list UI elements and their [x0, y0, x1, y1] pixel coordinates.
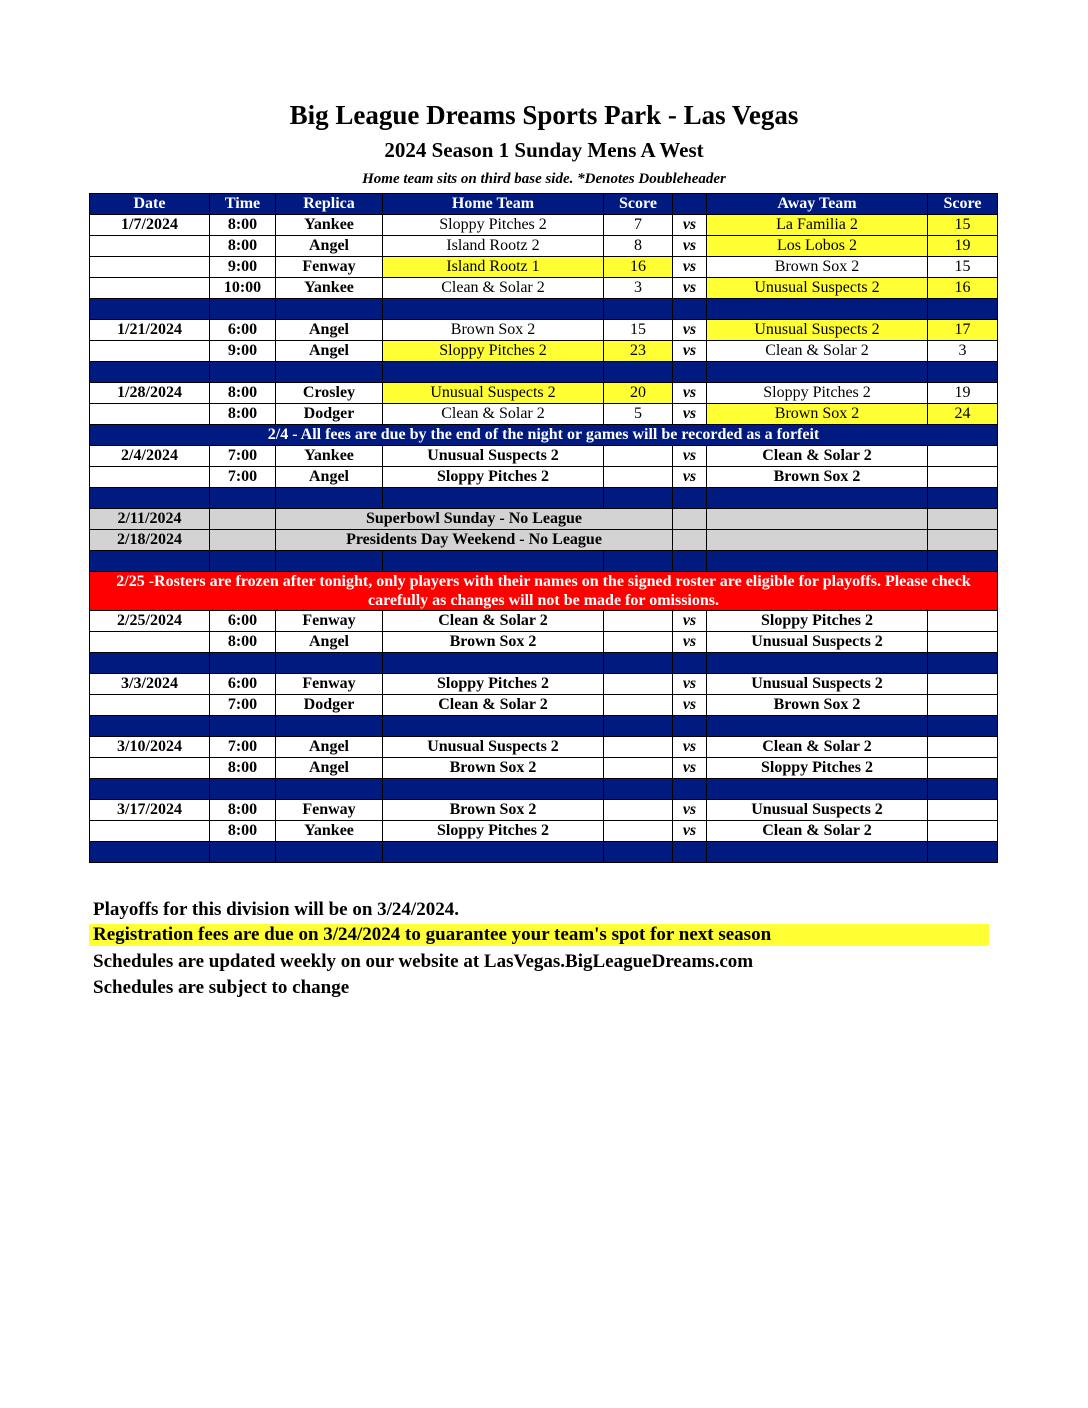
game-date: 2/4/2024: [90, 446, 210, 467]
separator-cell: [383, 362, 604, 383]
home-team: Brown Sox 2: [383, 758, 604, 779]
separator-cell: [604, 551, 673, 572]
away-score: 19: [928, 236, 998, 257]
vs-label: vs: [673, 632, 707, 653]
vs-label: vs: [673, 341, 707, 362]
separator-cell: [707, 779, 928, 800]
home-team: Unusual Suspects 2: [383, 446, 604, 467]
separator-cell: [90, 551, 210, 572]
separator-cell: [707, 362, 928, 383]
game-date: [90, 278, 210, 299]
header-date: Date: [90, 194, 210, 215]
separator-cell: [210, 716, 276, 737]
no-league-row: [90, 530, 998, 551]
home-score: 3: [604, 278, 673, 299]
game-replica-field: Dodger: [276, 404, 383, 425]
separator-cell: [673, 842, 707, 863]
away-team: Sloppy Pitches 2: [707, 611, 928, 632]
no-league-row: [90, 509, 998, 530]
away-score: [928, 632, 998, 653]
game-row: [90, 611, 998, 632]
home-score: [604, 695, 673, 716]
game-row: [90, 821, 998, 842]
home-team: Sloppy Pitches 2: [383, 215, 604, 236]
away-score: [928, 695, 998, 716]
separator-cell: [707, 716, 928, 737]
home-score: 15: [604, 320, 673, 341]
game-time: 10:00: [210, 278, 276, 299]
home-team: Unusual Suspects 2: [383, 383, 604, 404]
away-score: 3: [928, 341, 998, 362]
game-date: [90, 236, 210, 257]
page-title: Big League Dreams Sports Park - Las Vegas: [289, 100, 799, 130]
game-row: [90, 341, 998, 362]
separator-cell: [210, 299, 276, 320]
away-team: Sloppy Pitches 2: [707, 758, 928, 779]
game-time: 8:00: [210, 404, 276, 425]
away-team: Brown Sox 2: [707, 404, 928, 425]
separator-cell: [928, 362, 998, 383]
vs-label: vs: [673, 446, 707, 467]
home-score: [604, 758, 673, 779]
fees-banner-row: [90, 425, 998, 446]
away-score: [928, 800, 998, 821]
away-team: Clean & Solar 2: [707, 737, 928, 758]
away-score: [928, 674, 998, 695]
vs-label: vs: [673, 383, 707, 404]
home-team: Sloppy Pitches 2: [383, 341, 604, 362]
home-score: [604, 800, 673, 821]
separator-cell: [383, 716, 604, 737]
game-replica-field: Yankee: [276, 446, 383, 467]
game-date: [90, 632, 210, 653]
away-score: 19: [928, 383, 998, 404]
away-score: [928, 758, 998, 779]
empty-cell: [210, 530, 276, 551]
change-note: Schedules are subject to change: [93, 977, 350, 998]
game-row: [90, 737, 998, 758]
home-team: Clean & Solar 2: [383, 695, 604, 716]
home-score: [604, 632, 673, 653]
separator-cell: [276, 653, 383, 674]
game-time: 7:00: [210, 695, 276, 716]
separator-cell: [276, 842, 383, 863]
header-away-score: Score: [928, 194, 998, 215]
home-team: Brown Sox 2: [383, 320, 604, 341]
registration-note: Registration fees are due on 3/24/2024 to guarantee your team's spot for next season: [89, 924, 989, 946]
separator-cell: [604, 299, 673, 320]
game-row: [90, 446, 998, 467]
separator-cell: [673, 716, 707, 737]
separator-cell: [276, 488, 383, 509]
home-team: Clean & Solar 2: [383, 611, 604, 632]
away-team: Sloppy Pitches 2: [707, 383, 928, 404]
game-row: [90, 758, 998, 779]
separator-cell: [90, 653, 210, 674]
separator-cell: [383, 653, 604, 674]
game-row: [90, 800, 998, 821]
game-row: [90, 404, 998, 425]
separator-cell: [210, 779, 276, 800]
home-team: Sloppy Pitches 2: [383, 674, 604, 695]
away-score: 15: [928, 215, 998, 236]
home-score: [604, 611, 673, 632]
game-date: 3/10/2024: [90, 737, 210, 758]
no-league-date: 2/18/2024: [90, 530, 210, 551]
home-team: Brown Sox 2: [383, 800, 604, 821]
separator-cell: [928, 842, 998, 863]
game-date: [90, 404, 210, 425]
game-replica-field: Angel: [276, 632, 383, 653]
home-team: Sloppy Pitches 2: [383, 821, 604, 842]
header-time: Time: [210, 194, 276, 215]
separator-cell: [210, 362, 276, 383]
home-team: Clean & Solar 2: [383, 404, 604, 425]
away-team: La Familia 2: [707, 215, 928, 236]
playoffs-note: Playoffs for this division will be on 3/24/2024.: [93, 899, 459, 920]
vs-label: vs: [673, 758, 707, 779]
game-replica-field: Yankee: [276, 821, 383, 842]
separator-cell: [928, 779, 998, 800]
separator-cell: [276, 362, 383, 383]
away-team: Unusual Suspects 2: [707, 278, 928, 299]
game-replica-field: Crosley: [276, 383, 383, 404]
separator-cell: [707, 551, 928, 572]
game-date: 1/21/2024: [90, 320, 210, 341]
game-replica-field: Yankee: [276, 278, 383, 299]
game-date: [90, 341, 210, 362]
separator-cell: [210, 653, 276, 674]
away-team: Unusual Suspects 2: [707, 320, 928, 341]
home-team: Sloppy Pitches 2: [383, 467, 604, 488]
game-date: 3/3/2024: [90, 674, 210, 695]
separator-cell: [276, 299, 383, 320]
fees-banner-text: 2/4 - All fees are due by the end of the night or games will be recorded as a forfeit: [90, 425, 998, 446]
away-score: [928, 611, 998, 632]
game-date: 1/28/2024: [90, 383, 210, 404]
separator-cell: [604, 842, 673, 863]
game-time: 7:00: [210, 467, 276, 488]
game-date: [90, 467, 210, 488]
game-replica-field: Angel: [276, 320, 383, 341]
no-league-text: Presidents Day Weekend - No League: [276, 530, 673, 551]
game-row: [90, 320, 998, 341]
home-score: [604, 674, 673, 695]
separator-cell: [276, 716, 383, 737]
roster-freeze-banner-row: [90, 572, 998, 611]
away-score: 17: [928, 320, 998, 341]
separator-row: [90, 716, 998, 737]
empty-cell: [928, 509, 998, 530]
game-replica-field: Fenway: [276, 257, 383, 278]
vs-label: vs: [673, 674, 707, 695]
vs-label: vs: [673, 821, 707, 842]
vs-label: vs: [673, 467, 707, 488]
separator-cell: [928, 716, 998, 737]
home-team: Island Rootz 2: [383, 236, 604, 257]
game-replica-field: Angel: [276, 758, 383, 779]
header-replica: Replica: [276, 194, 383, 215]
away-team: Clean & Solar 2: [707, 821, 928, 842]
away-team: Clean & Solar 2: [707, 341, 928, 362]
separator-cell: [90, 488, 210, 509]
separator-cell: [673, 653, 707, 674]
home-team: Brown Sox 2: [383, 632, 604, 653]
separator-cell: [276, 779, 383, 800]
home-score: 7: [604, 215, 673, 236]
vs-label: vs: [673, 320, 707, 341]
game-date: [90, 257, 210, 278]
header-row: [90, 194, 998, 215]
away-team: Brown Sox 2: [707, 257, 928, 278]
game-replica-field: Angel: [276, 467, 383, 488]
empty-cell: [707, 509, 928, 530]
separator-row: [90, 299, 998, 320]
vs-label: vs: [673, 737, 707, 758]
away-team: Brown Sox 2: [707, 467, 928, 488]
vs-label: vs: [673, 236, 707, 257]
vs-label: vs: [673, 278, 707, 299]
separator-cell: [210, 551, 276, 572]
separator-cell: [276, 551, 383, 572]
separator-row: [90, 551, 998, 572]
game-date: [90, 695, 210, 716]
separator-cell: [90, 362, 210, 383]
separator-cell: [383, 779, 604, 800]
game-replica-field: Fenway: [276, 674, 383, 695]
game-time: 9:00: [210, 341, 276, 362]
home-score: 8: [604, 236, 673, 257]
separator-cell: [383, 842, 604, 863]
home-score: 20: [604, 383, 673, 404]
header-away-team: Away Team: [707, 194, 928, 215]
empty-cell: [673, 509, 707, 530]
game-time: 8:00: [210, 821, 276, 842]
away-score: [928, 821, 998, 842]
separator-cell: [210, 842, 276, 863]
header-vs: [673, 194, 707, 215]
separator-cell: [383, 551, 604, 572]
website-note: Schedules are updated weekly on our website at LasVegas.BigLeagueDreams.com: [93, 951, 754, 972]
home-team: Clean & Solar 2: [383, 278, 604, 299]
separator-cell: [383, 299, 604, 320]
separator-row: [90, 842, 998, 863]
game-date: [90, 821, 210, 842]
away-score: [928, 737, 998, 758]
empty-cell: [928, 530, 998, 551]
game-time: 6:00: [210, 674, 276, 695]
home-team: Island Rootz 1: [383, 257, 604, 278]
game-date: 2/25/2024: [90, 611, 210, 632]
game-replica-field: Fenway: [276, 611, 383, 632]
game-time: 6:00: [210, 320, 276, 341]
separator-cell: [90, 842, 210, 863]
game-row: [90, 383, 998, 404]
vs-label: vs: [673, 257, 707, 278]
home-score: [604, 821, 673, 842]
game-row: [90, 278, 998, 299]
separator-cell: [928, 488, 998, 509]
away-team: Unusual Suspects 2: [707, 800, 928, 821]
separator-cell: [90, 779, 210, 800]
away-score: [928, 467, 998, 488]
game-row: [90, 236, 998, 257]
game-date: [90, 758, 210, 779]
separator-cell: [928, 653, 998, 674]
separator-cell: [90, 299, 210, 320]
home-score: [604, 446, 673, 467]
home-score: [604, 737, 673, 758]
game-time: 8:00: [210, 800, 276, 821]
home-score: [604, 467, 673, 488]
home-score: 5: [604, 404, 673, 425]
separator-cell: [673, 551, 707, 572]
separator-row: [90, 779, 998, 800]
separator-cell: [383, 488, 604, 509]
game-time: 8:00: [210, 215, 276, 236]
home-team-note: Home team sits on third base side. *Denotes Doubleheader: [362, 171, 726, 187]
separator-cell: [707, 842, 928, 863]
home-team: Unusual Suspects 2: [383, 737, 604, 758]
game-row: [90, 467, 998, 488]
separator-cell: [604, 779, 673, 800]
game-row: [90, 632, 998, 653]
away-score: 16: [928, 278, 998, 299]
separator-row: [90, 362, 998, 383]
away-team: Brown Sox 2: [707, 695, 928, 716]
separator-cell: [673, 779, 707, 800]
separator-cell: [707, 488, 928, 509]
empty-cell: [673, 530, 707, 551]
game-replica-field: Angel: [276, 236, 383, 257]
empty-cell: [707, 530, 928, 551]
separator-cell: [673, 488, 707, 509]
separator-cell: [90, 716, 210, 737]
game-date: 3/17/2024: [90, 800, 210, 821]
game-time: 8:00: [210, 383, 276, 404]
game-replica-field: Dodger: [276, 695, 383, 716]
separator-row: [90, 653, 998, 674]
home-score: 23: [604, 341, 673, 362]
away-team: Unusual Suspects 2: [707, 632, 928, 653]
away-score: 24: [928, 404, 998, 425]
home-score: 16: [604, 257, 673, 278]
separator-cell: [707, 653, 928, 674]
away-team: Clean & Solar 2: [707, 446, 928, 467]
empty-cell: [210, 509, 276, 530]
game-time: 7:00: [210, 737, 276, 758]
separator-cell: [210, 488, 276, 509]
separator-cell: [604, 488, 673, 509]
header-home-team: Home Team: [383, 194, 604, 215]
game-replica-field: Angel: [276, 737, 383, 758]
game-replica-field: Angel: [276, 341, 383, 362]
separator-cell: [928, 551, 998, 572]
no-league-date: 2/11/2024: [90, 509, 210, 530]
separator-cell: [707, 299, 928, 320]
separator-cell: [673, 299, 707, 320]
vs-label: vs: [673, 611, 707, 632]
game-time: 6:00: [210, 611, 276, 632]
game-date: 1/7/2024: [90, 215, 210, 236]
game-time: 9:00: [210, 257, 276, 278]
game-row: [90, 695, 998, 716]
vs-label: vs: [673, 404, 707, 425]
vs-label: vs: [673, 695, 707, 716]
separator-cell: [604, 362, 673, 383]
game-time: 8:00: [210, 236, 276, 257]
game-row: [90, 257, 998, 278]
game-time: 7:00: [210, 446, 276, 467]
game-time: 8:00: [210, 632, 276, 653]
vs-label: vs: [673, 215, 707, 236]
away-score: 15: [928, 257, 998, 278]
page-subtitle: 2024 Season 1 Sunday Mens A West: [384, 138, 704, 162]
game-replica-field: Fenway: [276, 800, 383, 821]
no-league-text: Superbowl Sunday - No League: [276, 509, 673, 530]
separator-cell: [673, 362, 707, 383]
vs-label: vs: [673, 800, 707, 821]
schedule-table: [89, 193, 998, 863]
away-team: Los Lobos 2: [707, 236, 928, 257]
game-replica-field: Yankee: [276, 215, 383, 236]
separator-cell: [604, 653, 673, 674]
roster-freeze-text: 2/25 -Rosters are frozen after tonight, only players with their names on the signed roster are eligible for playoffs. Please check carefully as changes will not be made for omissions.: [90, 572, 998, 611]
game-row: [90, 674, 998, 695]
game-row: [90, 215, 998, 236]
separator-cell: [604, 716, 673, 737]
header-home-score: Score: [604, 194, 673, 215]
away-team: Unusual Suspects 2: [707, 674, 928, 695]
separator-cell: [928, 299, 998, 320]
separator-row: [90, 488, 998, 509]
away-score: [928, 446, 998, 467]
game-time: 8:00: [210, 758, 276, 779]
